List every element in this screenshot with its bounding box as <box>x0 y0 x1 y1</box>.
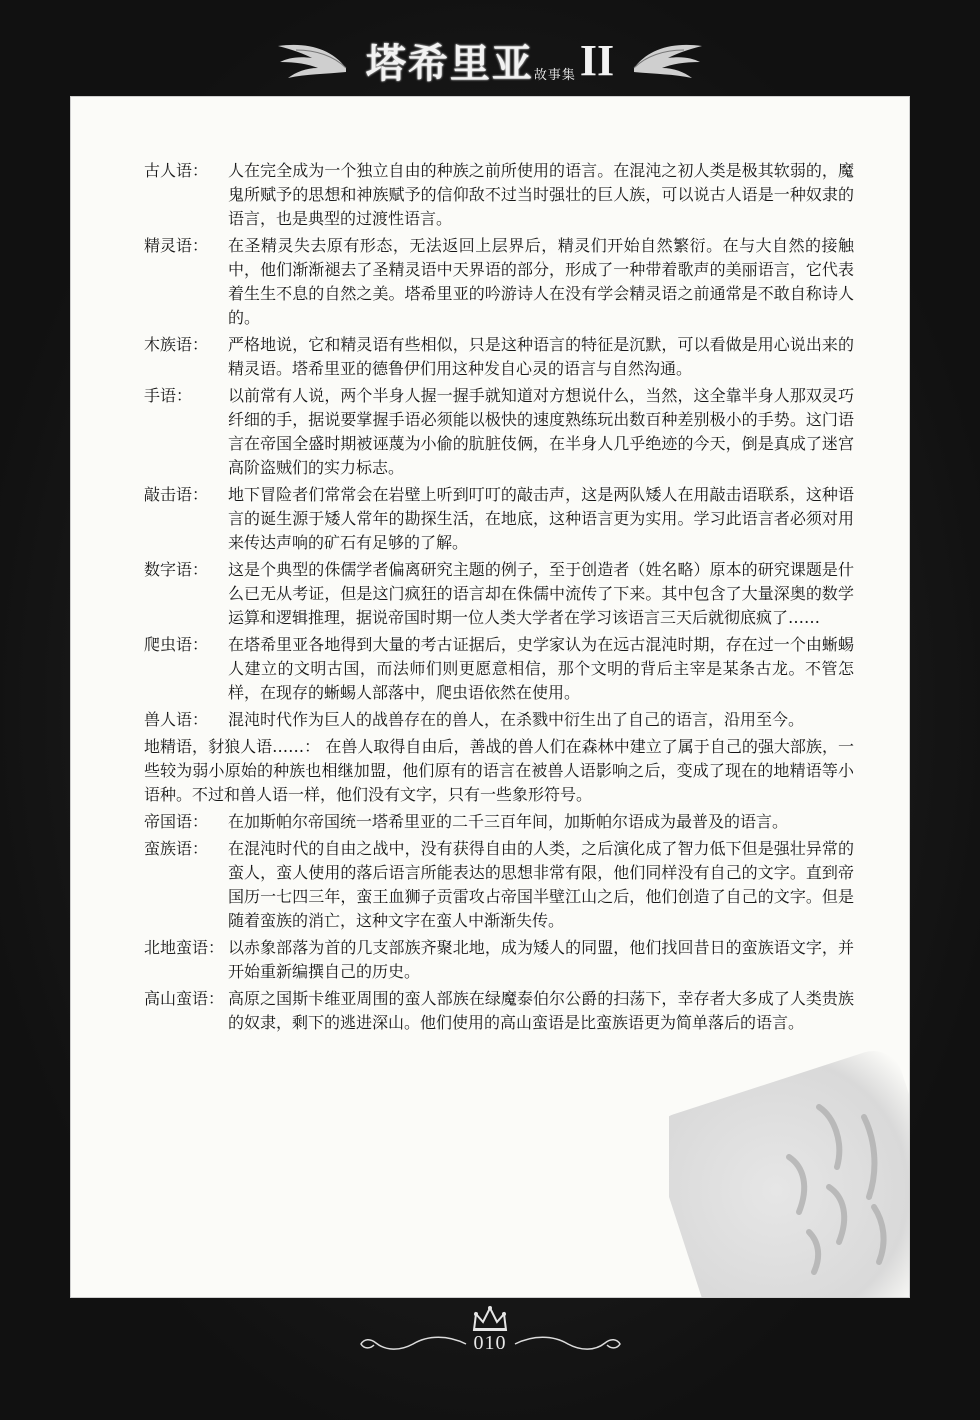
entry-term: 高山蛮语： <box>144 989 225 1008</box>
entry-description: 在混沌时代的自由之战中，没有获得自由的人类，之后演化成了智力低下但是强壮异常的蛮人，蛮人使用的落后语言所能表达的思想非常有限，他们同样没有自己的文字。直到帝国历一七四三年，蛮王血狮子贡雷攻占帝国半壁江山之后，他们创造了自己的文字。但是随着蛮族的消亡，这种文字在蛮人中渐渐失传。 <box>228 839 854 930</box>
list-item <box>144 483 854 555</box>
seal-shape <box>669 1047 909 1297</box>
entry-term: 爬虫语： <box>144 635 209 654</box>
entry-description: 在加斯帕尔帝国统一塔希里亚的二千三百年间，加斯帕尔语成为最普及的语言。 <box>228 812 789 831</box>
list-item <box>144 633 854 705</box>
entry-term: 地精语，豺狼人语……： <box>144 737 321 756</box>
crown-icon <box>470 1304 510 1334</box>
book-title-main: 塔希里亚 <box>365 39 534 87</box>
list-item <box>144 708 854 732</box>
page-footer <box>0 1304 980 1384</box>
entry-term: 敲击语： <box>144 485 209 504</box>
entry-term: 手语： <box>144 386 193 405</box>
entry-description: 以赤象部落为首的几支部族齐聚北地，成为矮人的同盟，他们找回昔日的蛮族语文字，并开始重新编撰自己的历史。 <box>228 938 854 981</box>
entry-description: 高原之国斯卡维亚周围的蛮人部族在绿魔泰伯尔公爵的扫荡下，幸存者大多成了人类贵族的奴隶，剩下的逃进深山。他们使用的高山蛮语是比蛮族语更为简单落后的语言。 <box>228 989 854 1032</box>
list-item <box>144 936 854 984</box>
page-number-ornament <box>358 1332 623 1355</box>
entry-term: 木族语： <box>144 335 209 354</box>
entry-description: 在兽人取得自由后，善战的兽人们在森林中建立了属于自己的强大部族，一些较为弱小原始的种族也相继加盟，他们原有的语言在被兽人语影响之后，变成了现在的地精语等小语种。不过和兽人语一样，他们没有文字，只有一些象形符号。 <box>144 737 854 804</box>
entry-description: 以前常有人说，两个半身人握一握手就知道对方想说什么，当然，这全靠半身人那双灵巧纤细的手，据说要掌握手语必须能以极快的速度熟练玩出数百种差别极小的手势。这门语言在帝国全盛时期被诬蔑为小偷的肮脏伎俩，在半身人几乎绝迹的今天，倒是真成了迷宫高阶盗贼们的实力标志。 <box>228 386 854 477</box>
entry-term: 北地蛮语： <box>144 938 225 957</box>
list-item <box>144 735 854 807</box>
list-item <box>144 837 854 933</box>
page-number: 010 <box>473 1332 507 1354</box>
right-flourish-icon <box>513 1333 623 1355</box>
entry-term: 兽人语： <box>144 710 209 729</box>
entry-term: 数字语： <box>144 560 209 579</box>
list-item <box>144 384 854 480</box>
seal-watermark <box>669 1047 909 1297</box>
list-item <box>144 810 854 834</box>
entry-description: 严格地说，它和精灵语有些相似，只是这种语言的特征是沉默，可以看做是用心说出来的精灵语。塔希里亚的德鲁伊们用这种发自心灵的语言与自然沟通。 <box>228 335 854 378</box>
list-item <box>144 159 854 231</box>
entry-term: 蛮族语： <box>144 839 209 858</box>
entry-term: 古人语： <box>144 161 209 180</box>
right-wing-icon <box>632 38 704 82</box>
entry-description: 在塔希里亚各地得到大量的考古证据后，史学家认为在远古混沌时期，存在过一个由蜥蜴人建立的文明古国，而法师们则更愿意相信，那个文明的背后主宰是某条古龙。不管怎样，在现存的蜥蜴人部落中，爬虫语依然在使用。 <box>228 635 854 702</box>
entry-description: 在圣精灵失去原有形态，无法返回上层界后，精灵们开始自然繁衍。在与大自然的接触中，他们渐渐褪去了圣精灵语中天界语的部分，形成了一种带着歌声的美丽语言，它代表着生生不息的自然之美。塔希里亚的吟游诗人在没有学会精灵语之前通常是不敢自称诗人的。 <box>228 236 854 327</box>
left-wing-icon <box>276 38 348 82</box>
entry-description: 这是个典型的侏儒学者偏离研究主题的例子，至于创造者（姓名略）原本的研究课题是什么已无从考证，但是这门疯狂的语言却在侏儒中流传了下来。其中包含了大量深奥的数学运算和逻辑推理，据说帝国时期一位人类大学者在学习该语言三天后就彻底疯了…… <box>228 560 854 627</box>
seal-glyph-icon <box>669 1047 909 1297</box>
left-flourish-icon <box>358 1333 468 1355</box>
book-title-numeral: II <box>579 35 615 85</box>
list-item <box>144 333 854 381</box>
entry-description: 地下冒险者们常常会在岩壁上听到叮叮的敲击声，这是两队矮人在用敲击语联系，这种语言的诞生源于矮人常年的勘探生活，在地底，这种语言更为实用。学习此语言者必须对用来传达声响的矿石有足够的了解。 <box>228 485 854 552</box>
book-title <box>366 32 614 89</box>
entry-term: 精灵语： <box>144 236 209 255</box>
book-title-sub: 故事集 <box>533 67 576 83</box>
list-item <box>144 558 854 630</box>
entry-description: 人在完全成为一个独立自由的种族之前所使用的语言。在混沌之初人类是极其软弱的，魔鬼所赋予的思想和神族赋予的信仰敌不过当时强壮的巨人族，可以说古人语是一种奴隶的语言，也是典型的过渡性语言。 <box>228 161 854 228</box>
list-item <box>144 234 854 330</box>
entry-term: 帝国语： <box>144 812 209 831</box>
language-list <box>144 159 854 1038</box>
text-page <box>70 96 910 1298</box>
entry-description: 混沌时代作为巨人的战兽存在的兽人，在杀戮中衍生出了自己的语言，沿用至今。 <box>228 710 805 729</box>
list-item <box>144 987 854 1035</box>
book-header <box>0 20 980 100</box>
